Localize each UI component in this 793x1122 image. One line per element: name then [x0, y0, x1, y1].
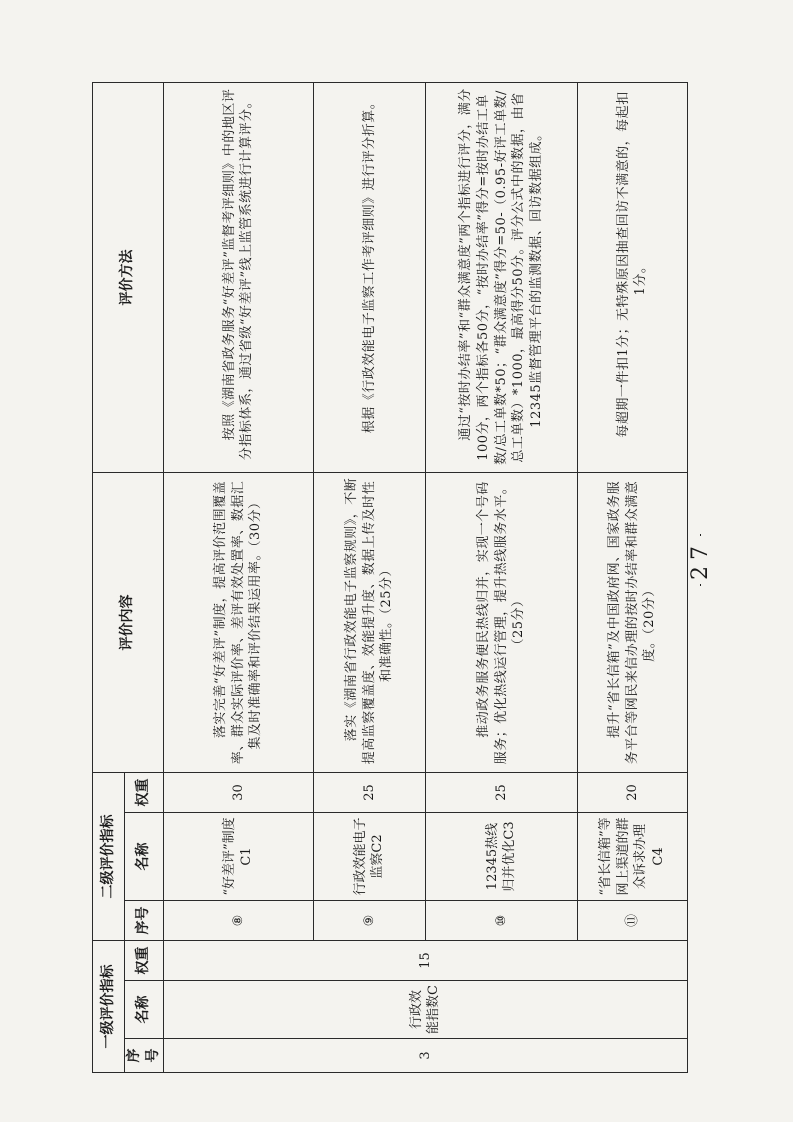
page-number: [660, 530, 740, 590]
row-seq-cell: ⑪: [577, 901, 687, 941]
row-seq-cell: ⑩: [425, 901, 577, 941]
level1-group-header: 一级评价指标: [93, 941, 125, 1073]
level1-seq-cell: 3: [163, 1039, 687, 1073]
level2-group-header: 二级评价指标: [93, 773, 125, 941]
row-weight-cell: 25: [425, 773, 577, 813]
method-header: 评价方法: [93, 83, 164, 473]
level1-weight-cell: 15: [163, 941, 687, 981]
level1-weight-header: 权重: [125, 941, 164, 981]
row-method-cell: 根据《行政效能电子监察工作考评细则》进行评分折算。: [313, 83, 425, 473]
row-method-cell: 按照《湖南省政务服务“好差评”监督考评细则》中的地区评分指标体系，通过省级“好差评”线上监管系统进行计算评分。: [163, 83, 313, 473]
row-content-cell: 落实《湖南省行政效能电子监察规则》，不断提高监察覆盖度、效能提升度、数据上传及时性和准确性。（25分）: [313, 473, 425, 773]
level2-seq-header: 序号: [125, 901, 164, 941]
row-content-cell: 推动政务服务便民热线归并，实现一个号码服务；优化热线运行管理，提升热线服务水平。（25分）: [425, 473, 577, 773]
row-seq-cell: ⑨: [313, 901, 425, 941]
level1-name-header: 名称: [125, 981, 164, 1039]
page-number-text: 27: [687, 540, 713, 580]
level2-weight-header: 权重: [125, 773, 164, 813]
row-name-cell: 12345热线归并优化C3: [425, 813, 577, 901]
row-name-cell: “好差评”制度C1: [163, 813, 313, 901]
row-name-cell: “省长信箱”等网上渠道的群众诉求办理C4: [577, 813, 687, 901]
level1-name-cell: 行政效能指数C: [163, 981, 687, 1039]
table-row: [425, 83, 577, 1073]
row-method-cell: 每超期一件扣1分；无特殊原因抽查回访不满意的，每起扣1分。: [577, 83, 687, 473]
row-method-cell: 通过“按时办结率”和“群众满意度”两个指标进行评分，满分100分，两个指标各50分，“按时办结率”得分=按时办结工单数/总工单数*50；“群众满意度”得分=50-（0.95-好评工单数/总工单数）*1000，最高得分50分。评分公式中的数据，由省12345监督管理平台的监测数据、回访数据组成。: [425, 83, 577, 473]
row-weight-cell: 30: [163, 773, 313, 813]
rotated-table-container: [92, 83, 684, 1073]
page-number-dash-right: [700, 534, 701, 536]
table-row: [313, 83, 425, 1073]
row-name-cell: 行政效能电子监察C2: [313, 813, 425, 901]
row-content-cell: 提升“省长信箱”及中国政府网、国家政务服务平台等网民来信办理的按时办结率和群众满意度。（20分）: [577, 473, 687, 773]
table-row: [163, 83, 313, 1073]
level1-seq-header: 序号: [125, 1039, 164, 1073]
row-content-cell: 落实完善“好差评”制度，提高评价范围覆盖率、群众实际评价率、差评有效处置率、数据汇集及时准确率和评价结果运用率。（30分）: [163, 473, 313, 773]
row-weight-cell: 20: [577, 773, 687, 813]
evaluation-table: [92, 82, 688, 1073]
row-seq-cell: ⑧: [163, 901, 313, 941]
page-number-dash-left: [700, 584, 701, 586]
level2-name-header: 名称: [125, 813, 164, 901]
content-header: 评价内容: [93, 473, 164, 773]
row-weight-cell: 25: [313, 773, 425, 813]
